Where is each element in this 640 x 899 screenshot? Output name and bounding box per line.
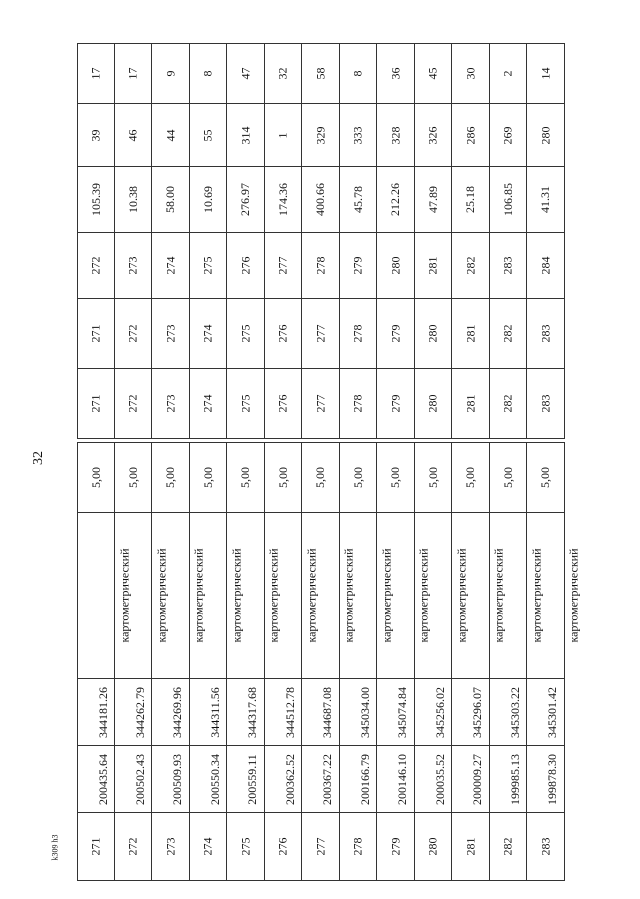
- cell-text: 200166.79: [358, 753, 372, 805]
- table-cell: [527, 369, 565, 439]
- cell-text: 345301.42: [545, 686, 559, 738]
- table-field-row: [78, 233, 565, 299]
- table-field-row: [78, 104, 565, 167]
- cell-text: 277: [313, 837, 327, 856]
- cell-text: 277: [313, 324, 327, 343]
- cell-text: 273: [125, 256, 140, 275]
- table-cell: [115, 104, 152, 167]
- cell-text: 281: [463, 324, 477, 343]
- cell-text: 278: [350, 394, 365, 413]
- table-cell: [302, 233, 340, 299]
- cell-text: 345074.84: [395, 686, 409, 738]
- table-cell: [302, 679, 340, 746]
- table-cell: [115, 44, 152, 104]
- cell-text: 8: [350, 70, 365, 77]
- table-cell: [340, 167, 377, 233]
- cell-text: 5,00: [125, 467, 140, 488]
- table-cell: [377, 233, 415, 299]
- cell-text: 5,00: [388, 467, 402, 488]
- cell-text: 199878.30: [545, 753, 559, 805]
- cell-text: 280: [425, 837, 440, 856]
- table-cell: [227, 369, 265, 439]
- cell-text: 58: [313, 67, 327, 80]
- table-cell: [227, 299, 265, 369]
- cell-text: 281: [425, 256, 440, 275]
- cell-text: 17: [88, 67, 103, 80]
- table-cell: [527, 813, 565, 881]
- table-cell: [227, 679, 265, 746]
- table-cell: [302, 746, 340, 813]
- cell-text: 200559.11: [244, 753, 259, 805]
- cell-text: 36: [388, 67, 402, 80]
- cell-text: 276: [275, 394, 290, 413]
- cell-text: 276: [238, 256, 252, 275]
- cell-text: 106.85: [500, 183, 515, 216]
- cell-text: 200435.64: [96, 753, 110, 805]
- table-cell: [415, 443, 452, 513]
- table-cell: [377, 104, 415, 167]
- table-cell: [377, 167, 415, 233]
- table-cell: [265, 813, 302, 881]
- table-cell: [115, 369, 152, 439]
- cell-text: 17: [125, 67, 140, 80]
- cell-text: 9: [163, 70, 177, 77]
- cell-text: 345303.22: [508, 686, 522, 738]
- cell-text: 345256.02: [433, 686, 447, 738]
- table-cell: [190, 679, 227, 746]
- table-field-row: [78, 679, 565, 746]
- table-cell: [377, 44, 415, 104]
- table-cell: [152, 813, 190, 881]
- cell-text: 283: [538, 837, 552, 856]
- cell-text: 280: [425, 394, 440, 413]
- cell-text: 326: [425, 126, 440, 144]
- cell-text: 25.18: [463, 186, 477, 213]
- table-field-row: [78, 167, 565, 233]
- table-field-row: [78, 369, 565, 439]
- cell-text: 2: [500, 70, 515, 77]
- table-cell: [78, 443, 115, 513]
- cell-text: 5,00: [538, 467, 552, 488]
- cell-text: 30: [463, 67, 477, 80]
- cell-text: 5,00: [425, 467, 440, 488]
- table-cell: [490, 299, 527, 369]
- cell-text: 5,00: [238, 467, 252, 488]
- table-cell: [78, 369, 115, 439]
- cell-text: 344262.79: [133, 686, 147, 738]
- table-cell: [152, 104, 190, 167]
- cell-text: 200146.10: [395, 753, 409, 805]
- table-cell: [152, 299, 190, 369]
- table-cell: [377, 299, 415, 369]
- cell-text: картометрический: [117, 548, 132, 643]
- cell-text: 272: [125, 324, 140, 343]
- table-cell: [190, 369, 227, 439]
- cell-text: 344687.08: [320, 686, 334, 738]
- cell-text: 199985.13: [508, 753, 522, 805]
- table-cell: [190, 443, 227, 513]
- cell-text: 314: [238, 126, 252, 144]
- cell-text: 5,00: [463, 467, 477, 488]
- table-cell: [302, 813, 340, 881]
- table-cell: [152, 369, 190, 439]
- table-cell: [302, 167, 340, 233]
- cell-text: 200502.43: [133, 753, 147, 805]
- cell-text: 273: [163, 837, 177, 856]
- table-cell: [527, 233, 565, 299]
- table-cell: [452, 299, 490, 369]
- cell-text: 283: [538, 324, 552, 343]
- cell-text: 284: [538, 256, 552, 275]
- cell-text: 282: [463, 256, 477, 275]
- table-cell: [415, 679, 452, 746]
- table-cell: [415, 104, 452, 167]
- table-cell: [302, 299, 340, 369]
- table-cell: [152, 44, 190, 104]
- table-cell: [490, 104, 527, 167]
- table-cell: [490, 746, 527, 813]
- cell-text: 333: [350, 126, 365, 144]
- cell-text: 174.36: [275, 183, 290, 216]
- cell-text: 275: [238, 324, 252, 343]
- cell-text: 281: [463, 837, 477, 856]
- table-cell: [490, 813, 527, 881]
- cell-text: 279: [388, 394, 402, 413]
- cell-text: 200009.27: [470, 753, 484, 805]
- cell-text: 276.97: [238, 183, 252, 216]
- table-cell: [527, 299, 565, 369]
- cell-text: картометрический: [154, 548, 169, 643]
- table-cell: [115, 746, 152, 813]
- table-cell: [227, 104, 265, 167]
- cell-text: картометрический: [341, 548, 356, 643]
- table-cell: [115, 679, 152, 746]
- table-cell: [115, 443, 152, 513]
- table-cell: [340, 233, 377, 299]
- table-cell: [340, 746, 377, 813]
- table-cell: [78, 299, 115, 369]
- table-cell: [377, 369, 415, 439]
- cell-text: 344317.68: [245, 686, 259, 738]
- cell-text: картометрический: [491, 548, 506, 643]
- cell-text: 5,00: [88, 467, 103, 488]
- table-cell: [190, 299, 227, 369]
- footer-code: k309 h3: [50, 834, 60, 860]
- table-cell: [78, 746, 115, 813]
- table-cell: [190, 813, 227, 881]
- table-cell: [78, 233, 115, 299]
- table-cell: [152, 746, 190, 813]
- table-cell: [340, 813, 377, 881]
- cell-text: 282: [500, 394, 515, 413]
- cell-text: 275: [238, 837, 252, 856]
- cell-text: 344311.56: [207, 686, 222, 738]
- cell-text: 200367.22: [320, 753, 334, 805]
- table-cell: [152, 443, 190, 513]
- table-cell: [452, 746, 490, 813]
- table-cell: [265, 443, 302, 513]
- cell-text: картометрический: [454, 548, 469, 643]
- cell-text: 47.89: [425, 186, 440, 213]
- cell-text: 10.69: [200, 186, 215, 213]
- cell-text: 273: [163, 394, 177, 413]
- cell-text: 282: [500, 324, 515, 343]
- cell-text: 8: [200, 70, 215, 77]
- table-field-row: [78, 44, 565, 104]
- table-cell: [302, 369, 340, 439]
- table-cell: [452, 233, 490, 299]
- table-cell: [152, 679, 190, 746]
- cell-text: 5,00: [500, 467, 515, 488]
- cell-text: 283: [538, 394, 552, 413]
- table-cell: [452, 104, 490, 167]
- cell-text: 276: [275, 324, 290, 343]
- cell-text: картометрический: [191, 548, 206, 643]
- table-field-row: [78, 813, 565, 881]
- table-cell: [452, 443, 490, 513]
- table-cell: [527, 443, 565, 513]
- cell-text: 45.78: [350, 186, 365, 213]
- cell-text: картометрический: [529, 548, 544, 643]
- page-number: 32: [31, 451, 46, 465]
- cell-text: 200035.52: [433, 753, 447, 805]
- table-cell: [490, 369, 527, 439]
- table-cell: [227, 167, 265, 233]
- cell-text: 55: [200, 129, 215, 141]
- cell-text: картометрический: [416, 548, 431, 643]
- table-cell: [115, 233, 152, 299]
- cell-text: 5,00: [350, 467, 365, 488]
- table-cell: [190, 167, 227, 233]
- cell-text: 280: [425, 324, 440, 343]
- table-field-row: [78, 443, 565, 513]
- table-cell: [452, 369, 490, 439]
- table-cell: [377, 746, 415, 813]
- cell-text: 281: [463, 394, 477, 413]
- table-cell: [227, 813, 265, 881]
- table-cell: [302, 44, 340, 104]
- cell-text: 278: [350, 837, 365, 856]
- table-cell: [452, 167, 490, 233]
- cell-text: 1: [275, 132, 290, 138]
- cell-text: 272: [125, 394, 140, 413]
- cell-text: 272: [88, 256, 103, 275]
- table-bottom: [77, 442, 581, 881]
- table-cell: [265, 167, 302, 233]
- cell-text: 272: [125, 837, 140, 856]
- table-cell: [190, 44, 227, 104]
- table-cell: [115, 299, 152, 369]
- table-cell: [340, 44, 377, 104]
- cell-text: 274: [200, 324, 215, 343]
- table-cell: [415, 369, 452, 439]
- cell-text: 271: [88, 837, 103, 856]
- table-field-row: [78, 746, 565, 813]
- cell-text: 32: [275, 67, 290, 80]
- table-cell: [527, 746, 565, 813]
- cell-text: 46: [125, 129, 140, 141]
- cell-text: 14: [538, 67, 552, 80]
- table-cell: [190, 233, 227, 299]
- cell-text: 280: [388, 256, 402, 275]
- table-cell: [415, 813, 452, 881]
- table-cell: [452, 813, 490, 881]
- table-cell: [377, 813, 415, 881]
- cell-text: 344181.26: [96, 686, 110, 738]
- cell-text: 269: [500, 126, 515, 144]
- table-cell: [490, 44, 527, 104]
- cell-text: 39: [88, 129, 103, 141]
- table-cell: [302, 104, 340, 167]
- cell-text: картометрический: [229, 548, 244, 643]
- table-cell: [265, 104, 302, 167]
- table-cell: [227, 233, 265, 299]
- table-cell: [78, 44, 115, 104]
- cell-text: 10.38: [125, 186, 140, 213]
- table-cell: [227, 44, 265, 104]
- table-cell: [527, 44, 565, 104]
- table-cell: [490, 679, 527, 746]
- cell-text: 278: [350, 324, 365, 343]
- table-cell: [227, 746, 265, 813]
- table-cell: [78, 813, 115, 881]
- table-cell: [265, 44, 302, 104]
- cell-text: 328: [388, 126, 402, 144]
- cell-text: 41.31: [538, 186, 552, 213]
- table-cell: [302, 443, 340, 513]
- table-cell: [490, 233, 527, 299]
- table-cell: [152, 167, 190, 233]
- cell-text: 279: [388, 324, 402, 343]
- cell-text: картометрический: [379, 548, 394, 643]
- table-cell: [527, 104, 565, 167]
- cell-text: картометрический: [304, 548, 319, 643]
- table-cell: [78, 167, 115, 233]
- cell-text: 279: [388, 837, 402, 856]
- cell-text: 279: [350, 256, 365, 275]
- cell-text: 200362.52: [283, 753, 297, 805]
- cell-text: 276: [275, 837, 290, 856]
- cell-text: 345034.00: [358, 686, 372, 738]
- table-cell: [265, 746, 302, 813]
- cell-text: 212.26: [388, 183, 402, 216]
- table-cell: [190, 104, 227, 167]
- table-cell: [265, 679, 302, 746]
- table-cell: [340, 369, 377, 439]
- cell-text: 345296.07: [470, 686, 484, 738]
- cell-text: 278: [313, 256, 327, 275]
- table-cell: [265, 233, 302, 299]
- cell-text: 5,00: [275, 467, 290, 488]
- cell-text: 271: [88, 324, 103, 343]
- table-cell: [265, 369, 302, 439]
- cell-text: 274: [200, 837, 215, 856]
- cell-text: картометрический: [566, 548, 581, 643]
- table-cell: [452, 679, 490, 746]
- table-cell: [377, 443, 415, 513]
- cell-text: картометрический: [266, 548, 281, 643]
- cell-text: 275: [200, 256, 215, 275]
- cell-text: 47: [238, 67, 252, 80]
- cell-text: 5,00: [313, 467, 327, 488]
- cell-text: 5,00: [163, 467, 177, 488]
- cell-text: 280: [538, 126, 552, 144]
- table-cell: [415, 233, 452, 299]
- cell-text: 271: [88, 394, 103, 413]
- cell-text: 5,00: [200, 467, 215, 488]
- cell-text: 275: [238, 394, 252, 413]
- cell-text: 273: [163, 324, 177, 343]
- table-cell: [415, 746, 452, 813]
- table-cell: [78, 513, 132, 679]
- table-cell: [527, 167, 565, 233]
- cell-text: 274: [200, 394, 215, 413]
- cell-text: 344512.78: [283, 686, 297, 738]
- table-cell: [340, 299, 377, 369]
- table-cell: [415, 167, 452, 233]
- table-cell: [452, 44, 490, 104]
- table-cell: [115, 813, 152, 881]
- cell-text: 44: [163, 129, 177, 141]
- cell-text: 200550.34: [208, 753, 222, 805]
- table-cell: [265, 299, 302, 369]
- table-field-row: [78, 513, 565, 679]
- table-cell: [152, 233, 190, 299]
- table-cell: [340, 679, 377, 746]
- table-cell: [490, 443, 527, 513]
- cell-text: 286: [463, 126, 477, 144]
- cell-text: 344269.96: [170, 686, 184, 738]
- table-field-row: [78, 299, 565, 369]
- table-cell: [78, 104, 115, 167]
- cell-text: 105.39: [88, 183, 103, 216]
- table-cell: [227, 443, 265, 513]
- table-cell: [340, 104, 377, 167]
- table-cell: [190, 746, 227, 813]
- table-cell: [415, 44, 452, 104]
- table-cell: [115, 167, 152, 233]
- cell-text: 274: [163, 256, 177, 275]
- table-cell: [340, 443, 377, 513]
- cell-text: 283: [500, 256, 515, 275]
- table-cell: [415, 299, 452, 369]
- cell-text: 282: [500, 837, 515, 856]
- table-cell: [377, 679, 415, 746]
- table-cell: [490, 167, 527, 233]
- cell-text: 58.00: [163, 186, 177, 213]
- table-cell: [527, 679, 565, 746]
- cell-text: 200509.93: [170, 753, 184, 805]
- cell-text: 277: [313, 394, 327, 413]
- cell-text: 45: [425, 67, 440, 80]
- cell-text: 329: [313, 126, 327, 144]
- cell-text: 400.66: [313, 183, 327, 216]
- cell-text: 277: [275, 256, 290, 275]
- table-cell: [78, 679, 115, 746]
- table-top: [77, 43, 565, 439]
